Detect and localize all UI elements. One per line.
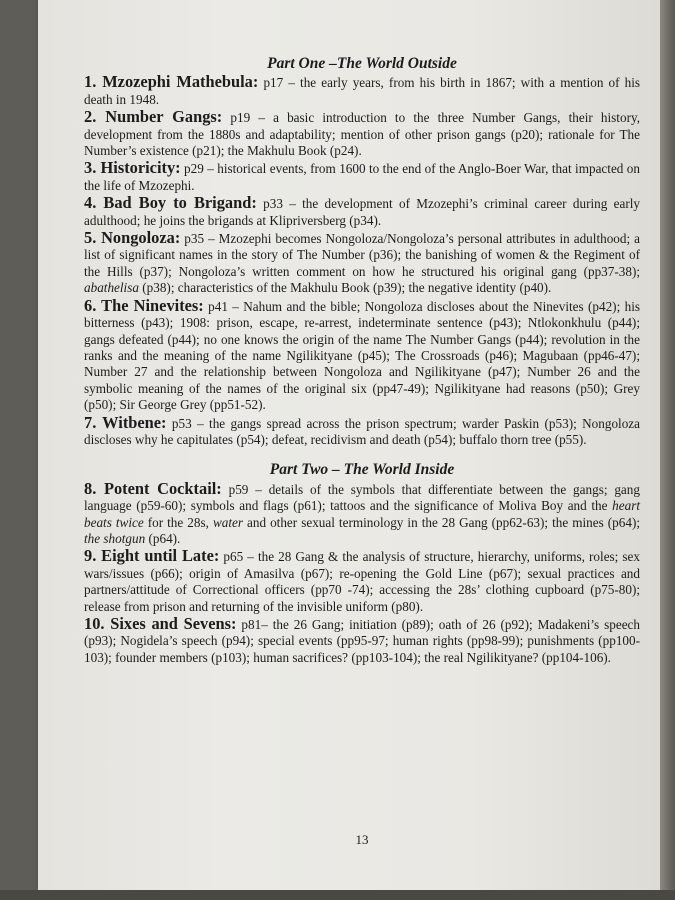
part-two-title: Part Two – The World Inside (269, 461, 455, 479)
toc-entry-6 (84, 295, 640, 414)
entry-text: p19 – a basic introduction to the three Number Gangs, their history, development from the 1880s and adaptability; mention of other prison gangs (p20); rationale for The Number’s existence (p21); the Makhulu Book (p24). (84, 110, 640, 159)
entry-heading: 4. Bad Boy to Brigand: (84, 193, 257, 213)
entry-text: p35 – Mzozephi becomes Nongoloza/Nongoloza’s personal attributes in adulthood; a list of significant names in the story of The Number (p36); the banishing of women & the Regiment of the Hills (p37); Nongoloza’s written comment on how he structured his original gang (pp37-38); (84, 231, 640, 279)
part-one-title: Part One –The World Outside (267, 55, 457, 72)
page-number: 13 (355, 832, 369, 847)
toc-entry-9 (84, 548, 640, 615)
entry-text: p59 – details of the symbols that differentiate between the gangs; gang language (p59-60); symbols and flags (p61); tattoos and the significance of Moliva Boy and the (84, 481, 640, 514)
entry-heading: 7. Witbene: (84, 412, 167, 432)
entry-italic-2: water (212, 514, 243, 530)
toc-entry-8 (84, 478, 640, 548)
entry-heading: 5. Nongoloza: (84, 228, 181, 248)
entry-heading: 9. Eight until Late: (84, 546, 220, 566)
entry-heading: 6. The Ninevites: (84, 295, 204, 315)
entry-text-cont-3: (p64). (145, 530, 181, 546)
toc-entry-10 (84, 616, 640, 666)
bottom-shadow (0, 890, 675, 900)
table-of-contents (84, 52, 641, 847)
toc-entry-1 (84, 74, 640, 108)
entry-heading: 8. Potent Cocktail: (84, 478, 222, 498)
entry-heading: 2. Number Gangs: (84, 107, 223, 127)
toc-entry-5 (84, 230, 640, 297)
entry-text-cont: (p38); characteristics of the Makhulu Book (p39); the negative identity (p40). (138, 280, 552, 296)
entry-text: p41 – Nahum and the bible; Nongoloza discloses about the Ninevites (p42); his bitterness (p43); 1908: prison, escape, re-arrest, indeterminate sentence (p43); Ntlokonkhulu (p44); gangs defeated (p44); no one knows the origin of the name The Number Gangs (p44); revolution in the ranks and the meaning of the name Ngilikityane (p45); The Crossroads (p46); Magubaan (pp46-47); Number 27 and the relationship between Nongoloza and Ngilikityane (p47); Number 26 and the symbolic meaning of the names of the original six (pp47-49); Ngilikityane had reasons (p50); Grey (p50); Sir George Grey (pp51-52). (84, 298, 640, 413)
toc-entry-4 (84, 195, 640, 229)
entry-text: p65 – the 28 Gang & the analysis of structure, hierarchy, uniforms, roles; sex wars/issues (p66); origin of Amasilva (p67); re-opening the Gold Line (p67); sexual practices and partners/attitude of Correctional officers (pp70 -74); accessing the 28s’ clothing cupboard (p75-80); release from prison and returning of the invisible uniform (p80). (84, 549, 641, 614)
page-content-layer (38, 0, 660, 890)
toc-entry-3 (84, 160, 640, 194)
entry-text: p33 – the development of Mzozephi’s criminal career during early adulthood; he joins the brigands at Klipriversberg (p34). (84, 196, 640, 228)
toc-entry-7 (84, 412, 640, 449)
entry-text: p17 – the early years, from his birth in 1867; with a mention of his death in 1948. (84, 75, 640, 107)
toc-entry-2 (84, 109, 640, 159)
entry-italic-3: the shotgun (84, 530, 146, 546)
entry-text-cont-2: and other sexual terminology in the 28 Gang (pp62-63); the mines (p64); (242, 514, 640, 530)
entry-italic: abathelisa (84, 280, 139, 296)
entry-text: p81– the 26 Gang; initiation (p89); oath of 26 (p92); Madakeni’s speech (p93); Nogidela’s speech (p94); special events (pp95-97; human rights (pp98-99); punishments (pp100-103); founder members (p103); human sacrifices? (pp103-104); the real Ngilikityane? (pp104-106). (84, 617, 640, 665)
entry-heading: 1. Mzozephi Mathebula: (84, 72, 259, 92)
entry-text: p29 – historical events, from 1600 to the end of the Anglo-Boer War, that impacted on the life of Mzozephi. (84, 161, 640, 193)
page-edge (660, 0, 675, 900)
entry-italic: heart beats twice (84, 498, 640, 530)
entry-text: p53 – the gangs spread across the prison spectrum; warder Paskin (p53); Nongoloza discloses why he capitulates (p54); defeat, recidivism and death (p54); buffalo thorn tree (p55). (84, 415, 640, 447)
entry-text-cont: for the 28s, (143, 514, 213, 530)
entry-heading: 3. Historicity: (84, 158, 181, 178)
entry-heading: 10. Sixes and Sevens: (84, 614, 237, 633)
